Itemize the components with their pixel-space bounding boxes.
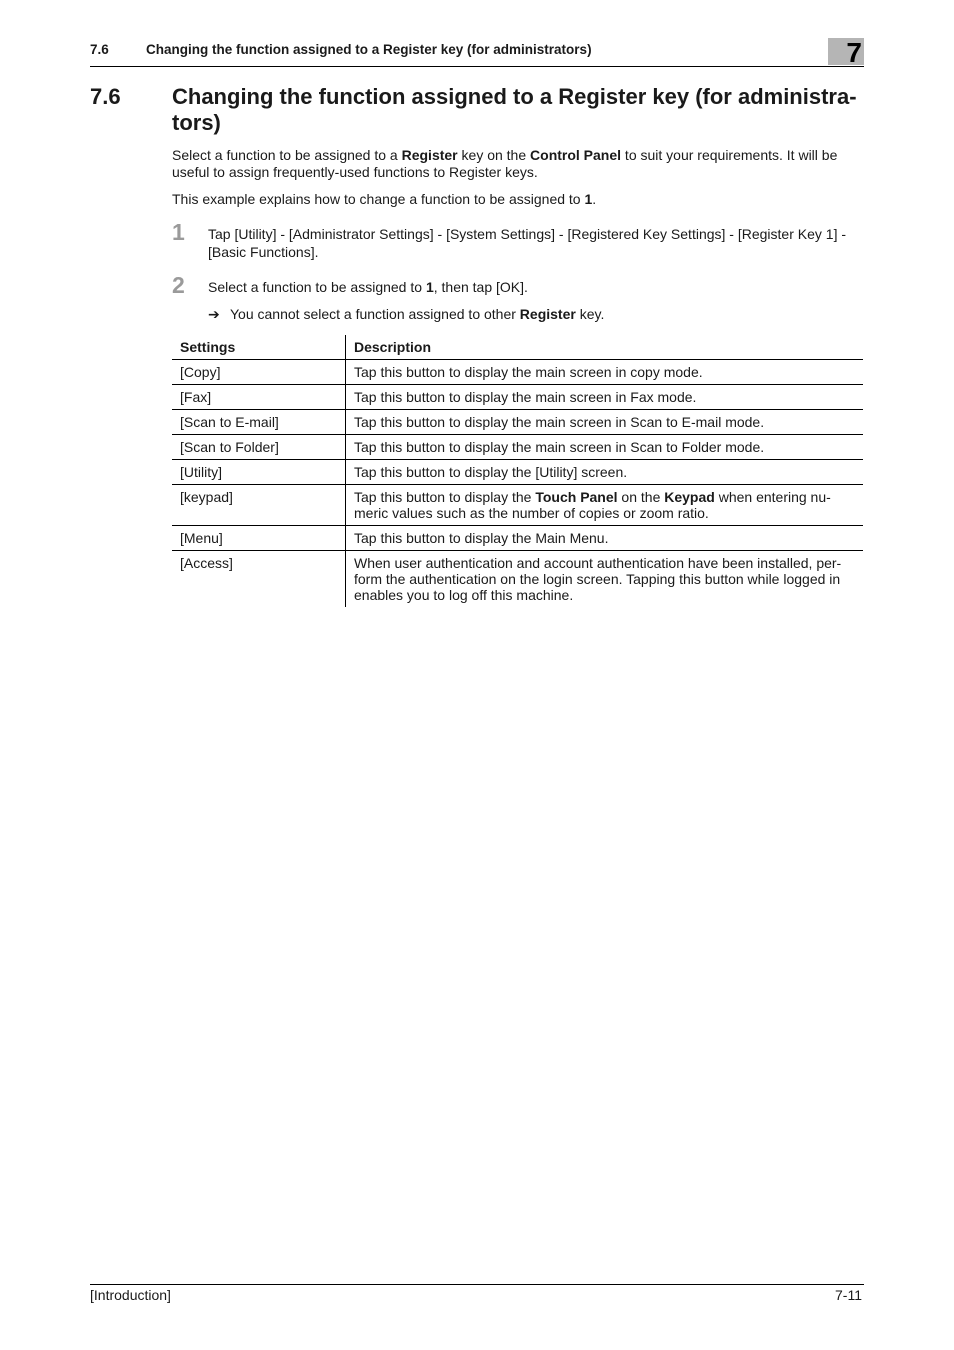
- table-row: [172, 360, 863, 385]
- register-key-term: Register: [401, 147, 458, 163]
- step-number: 1: [172, 219, 185, 245]
- intro-text: key on the: [457, 147, 531, 163]
- column-header-description: Description: [354, 339, 432, 355]
- setting-cell: [Copy]: [172, 360, 346, 385]
- footer-chapter-name: [Introduction]: [90, 1287, 171, 1303]
- chapter-badge: 7: [828, 38, 864, 65]
- touch-panel-term: Touch Panel: [535, 489, 618, 505]
- setting-cell: [Scan to E-mail]: [172, 410, 346, 435]
- description-cell: Tap this button to display the main screen in Fax mode.: [354, 389, 697, 405]
- setting-cell: [Scan to Folder]: [172, 435, 346, 460]
- running-header: [90, 38, 864, 67]
- intro-text: This example explains how to change a function to be assigned to: [172, 191, 585, 207]
- control-panel-term: Control Panel: [530, 147, 622, 163]
- table-row: [172, 551, 863, 608]
- keypad-term: Keypad: [664, 489, 715, 505]
- intro-paragraph-2: [172, 191, 866, 208]
- setting-cell: [Fax]: [172, 385, 346, 410]
- setting-cell: [keypad]: [172, 485, 346, 526]
- table-row: [172, 526, 863, 551]
- step-text: [208, 278, 868, 296]
- note-text: key.: [575, 306, 605, 322]
- description-text: Tap this button to display the: [354, 489, 536, 505]
- description-cell: When user authentication and account authentication have been installed, per-form the authentication on the login screen. Tapping this button while logged in enables you to log off this machine.: [354, 555, 842, 603]
- table-row: [172, 385, 863, 410]
- header-title: Changing the function assigned to a Register key (for administrators): [146, 42, 592, 57]
- table-header-row: [172, 335, 863, 360]
- description-cell: Tap this button to display the Main Menu.: [354, 530, 609, 546]
- description-cell: Tap this button to display the [Utility] screen.: [354, 464, 628, 480]
- description-cell: Tap this button to display the main screen in copy mode.: [354, 364, 703, 380]
- header-section-number: 7.6: [90, 42, 109, 57]
- page-number: 7-11: [835, 1287, 862, 1303]
- intro-text: to suit your requirements. It will be useful to assign frequently-used functions to Register keys.: [172, 147, 838, 180]
- intro-text: .: [592, 191, 597, 207]
- settings-table: [172, 335, 863, 607]
- arrow-icon: ➔: [208, 306, 220, 322]
- setting-cell: [Access]: [172, 551, 346, 608]
- description-text: on the: [617, 489, 665, 505]
- key-number: 1: [425, 279, 434, 295]
- description-cell: Tap this button to display the main screen in Scan to Folder mode.: [354, 439, 765, 455]
- step-text-part: Select a function to be assigned to: [208, 279, 426, 295]
- register-key-term: Register: [519, 306, 576, 322]
- step-note: [208, 305, 604, 323]
- step-text: Tap [Utility] - [Administrator Settings] - [System Settings] - [Registered Key Settings] - [Register Key 1] - [Basic Functions].: [208, 226, 847, 260]
- step-number: 2: [172, 272, 185, 298]
- table-row: [172, 435, 863, 460]
- intro-paragraph-1: [172, 147, 866, 181]
- intro-text: Select a function to be assigned to a: [172, 147, 402, 163]
- section-title-text: Changing the function assigned to a Register key (for administra-tors): [172, 84, 857, 135]
- table-row: [172, 485, 863, 526]
- key-number: 1: [584, 191, 593, 207]
- setting-cell: [Menu]: [172, 526, 346, 551]
- step-text-part: , then tap [OK].: [433, 279, 528, 295]
- description-cell: [346, 485, 864, 526]
- section-title: [172, 84, 872, 136]
- column-header-settings: Settings: [172, 335, 346, 360]
- table-row: [172, 410, 863, 435]
- section-number: 7.6: [90, 84, 121, 109]
- description-text: when entering nu-meric values such as the number of copies or zoom ratio.: [354, 489, 831, 521]
- table-row: [172, 460, 863, 485]
- setting-cell: [Utility]: [172, 460, 346, 485]
- page-footer: [90, 1284, 864, 1303]
- description-cell: Tap this button to display the main screen in Scan to E-mail mode.: [354, 414, 765, 430]
- note-text: You cannot select a function assigned to other: [230, 306, 520, 322]
